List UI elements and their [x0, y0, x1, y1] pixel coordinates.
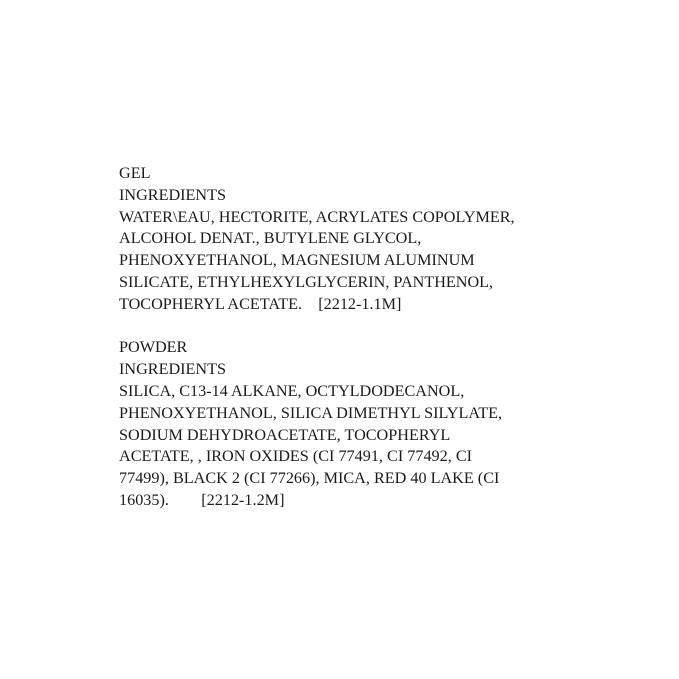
- gel-ingredient-line: TOCOPHERYL ACETATE. [2212-1.1M]: [119, 294, 402, 313]
- gel-ingredient-line: ALCOHOL DENAT., BUTYLENE GLYCOL,: [119, 229, 422, 248]
- gel-ingredient-line: PHENOXYETHANOL, MAGNESIUM ALUMINUM: [119, 251, 475, 270]
- ingredients-text-block: [119, 163, 589, 512]
- powder-section: [119, 337, 589, 511]
- gel-ingredients-label: INGREDIENTS: [119, 185, 227, 204]
- section-spacer: [119, 316, 589, 338]
- gel-section: [119, 163, 589, 316]
- gel-ingredient-line: SILICATE, ETHYLHEXYLGLYCERIN, PANTHENOL,: [119, 272, 494, 291]
- powder-ingredient-line: SODIUM DEHYDROACETATE, TOCOPHERYL: [119, 425, 451, 444]
- gel-ingredient-line: WATER\EAU, HECTORITE, ACRYLATES COPOLYMER,: [119, 207, 515, 226]
- powder-ingredient-line: ACETATE, , IRON OXIDES (CI 77491, CI 77492, CI: [119, 447, 473, 466]
- powder-ingredient-line: 77499), BLACK 2 (CI 77266), MICA, RED 40 LAKE (CI: [119, 469, 500, 488]
- powder-ingredients-label: INGREDIENTS: [119, 360, 227, 379]
- powder-heading: POWDER: [119, 338, 188, 357]
- powder-ingredient-line: SILICA, C13-14 ALKANE, OCTYLDODECANOL,: [119, 381, 465, 400]
- powder-ingredient-line: PHENOXYETHANOL, SILICA DIMETHYL SILYLATE,: [119, 403, 503, 422]
- powder-ingredient-line: 16035). [2212-1.2M]: [119, 490, 285, 509]
- gel-heading: GEL: [119, 164, 151, 182]
